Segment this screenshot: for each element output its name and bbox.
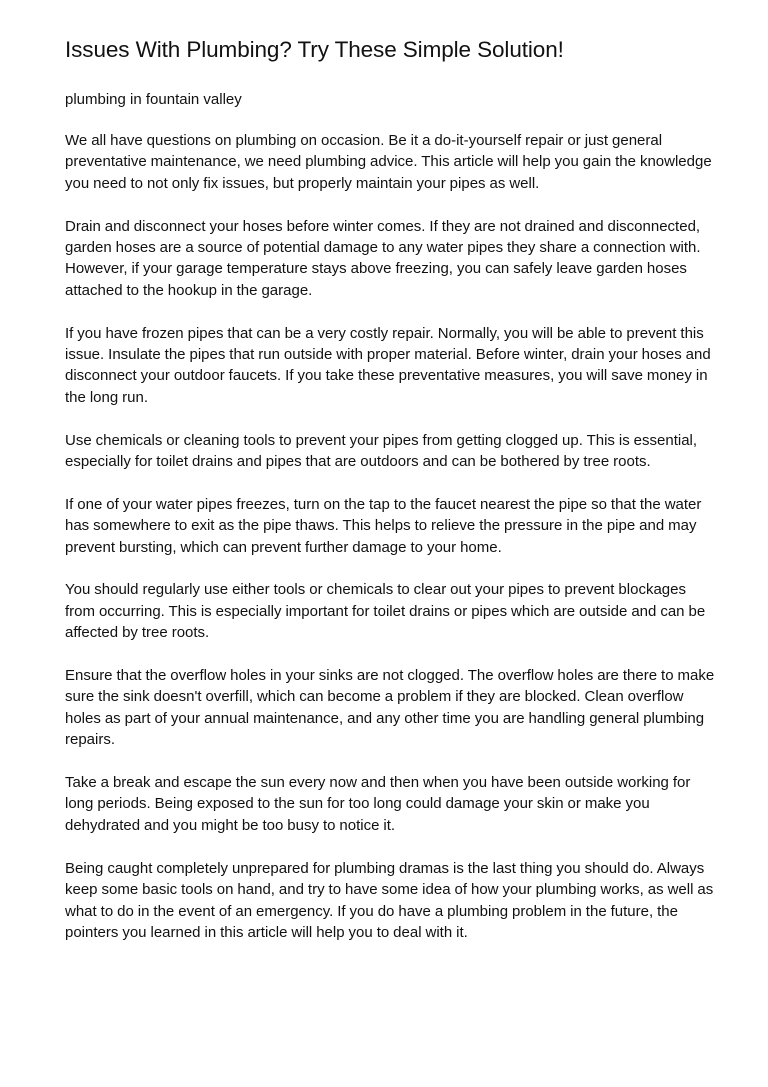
paragraph-1: We all have questions on plumbing on occasion. Be it a do-it-yourself repair or just general preventative maintenance, we need plumbing advice. This article will help you gain the knowledge you need to not only fix issues, but properly maintain your pipes as well. [65, 132, 712, 192]
paragraph-7: Ensure that the overflow holes in your sinks are not clogged. The overflow holes are there to make sure the sink doesn't overfill, which can become a problem if they are blocked. Clean overflow holes as part of your annual maintenance, and any other time you are handling general plumbing repairs. [65, 667, 715, 749]
paragraph-6: You should regularly use either tools or chemicals to clear out your pipes to prevent blockages from occurring. This is especially important for toilet drains or pipes which are outside and can be affected by tree roots. [65, 581, 706, 642]
paragraph-5: If one of your water pipes freezes, turn on the tap to the faucet nearest the pipe so that the water has somewhere to exit as the pipe thaws. This helps to relieve the pressure in the pipe and may prevent bursting, which can prevent further damage to your home. [65, 495, 702, 556]
paragraph-8: Take a break and escape the sun every now and then when you have been outside working for long periods. Being exposed to the sun for too long could damage your skin or make you dehydrated and you might be too busy to notice it. [65, 774, 691, 834]
paragraph-4: Use chemicals or cleaning tools to prevent your pipes from getting clogged up. This is essential, especially for toilet drains and pipes that are outdoors and can be bothered by tree roots. [65, 431, 698, 471]
paragraph-2: Drain and disconnect your hoses before winter comes. If they are not drained and disconnected, garden hoses are a source of potential damage to any water pipes they share a connection with. However, if your garage temperature stays above freezing, you can safely leave garden hoses attached to the hookup in the garage. [65, 217, 701, 299]
document-title: Issues With Plumbing? Try These Simple Solution! [65, 37, 564, 62]
document-subtitle: plumbing in fountain valley [65, 91, 242, 108]
paragraph-9: Being caught completely unprepared for plumbing dramas is the last thing you should do. Always keep some basic tools on hand, and try to have some idea of how your plumbing works, as well as what to do in the event of an emergency. If you do have a plumbing problem in the future, the pointers you learned in this article will help you to deal with it. [65, 859, 714, 941]
paragraph-3: If you have frozen pipes that can be a very costly repair. Normally, you will be able to prevent this issue. Insulate the pipes that run outside with proper material. Before winter, drain your hoses and disconnect your outdoor faucets. If you take these preventative measures, you will save money in the long run. [65, 324, 711, 406]
